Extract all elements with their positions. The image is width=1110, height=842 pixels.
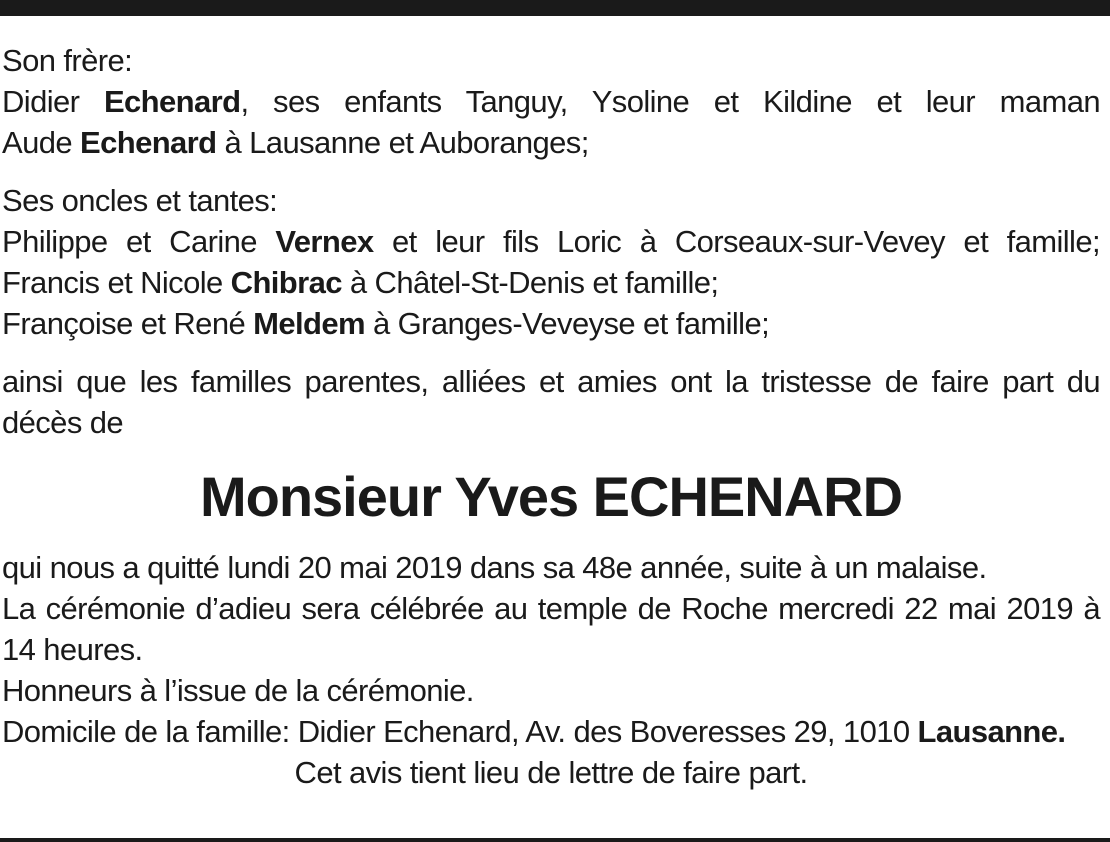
brother-section [2, 40, 1100, 163]
surname-chibrac: Chibrac [230, 265, 342, 300]
brother-line-2: Aude Echenard à Lausanne et Auboranges; [2, 125, 589, 160]
top-rule [0, 0, 1110, 16]
bottom-rule [0, 838, 1110, 842]
uncles-line-1: Philippe et Carine Vernex et leur fils Loric à Corseaux-sur-Vevey et famille; [2, 224, 1100, 259]
domicile-text: Domicile de la famille: Didier Echenard, Av. des Boveresses 29, 1010 Lausanne. [2, 714, 1066, 749]
announcement-section [2, 361, 1100, 443]
brother-line-1: Didier Echenard, ses enfants Tanguy, Ysoline et Kildine et leur maman [2, 84, 1100, 119]
surname-vernex: Vernex [275, 224, 374, 259]
uncles-line-2: Francis et Nicole Chibrac à Châtel-St-Denis et famille; [2, 265, 719, 300]
uncles-heading: Ses oncles et tantes: [2, 183, 278, 218]
uncles-line-3: Françoise et René Meldem à Granges-Veveyse et famille; [2, 306, 770, 341]
surname-echenard: Echenard [80, 125, 217, 160]
uncles-section [2, 180, 1100, 344]
ceremony-text: La cérémonie d’adieu sera célébrée au temple de Roche mercredi 22 mai 2019 à 14 heures. [2, 591, 1100, 667]
deceased-name: Monsieur Yves ECHENARD [199, 465, 903, 528]
passing-text: qui nous a quitté lundi 20 mai 2019 dans sa 48e année, suite à un malaise. [2, 550, 987, 585]
city-lausanne: Lausanne. [917, 714, 1066, 749]
closing-note: Cet avis tient lieu de lettre de faire part. [294, 755, 808, 790]
brother-heading: Son frère: [2, 43, 133, 78]
announcement-text: ainsi que les familles parentes, alliées et amies ont la tristesse de faire part du décès de [2, 364, 1100, 440]
surname-meldem: Meldem [253, 306, 365, 341]
details-section [2, 547, 1100, 752]
obituary-notice [2, 40, 1100, 793]
honours-text: Honneurs à l’issue de la cérémonie. [2, 673, 474, 708]
surname-echenard: Echenard [103, 84, 241, 119]
